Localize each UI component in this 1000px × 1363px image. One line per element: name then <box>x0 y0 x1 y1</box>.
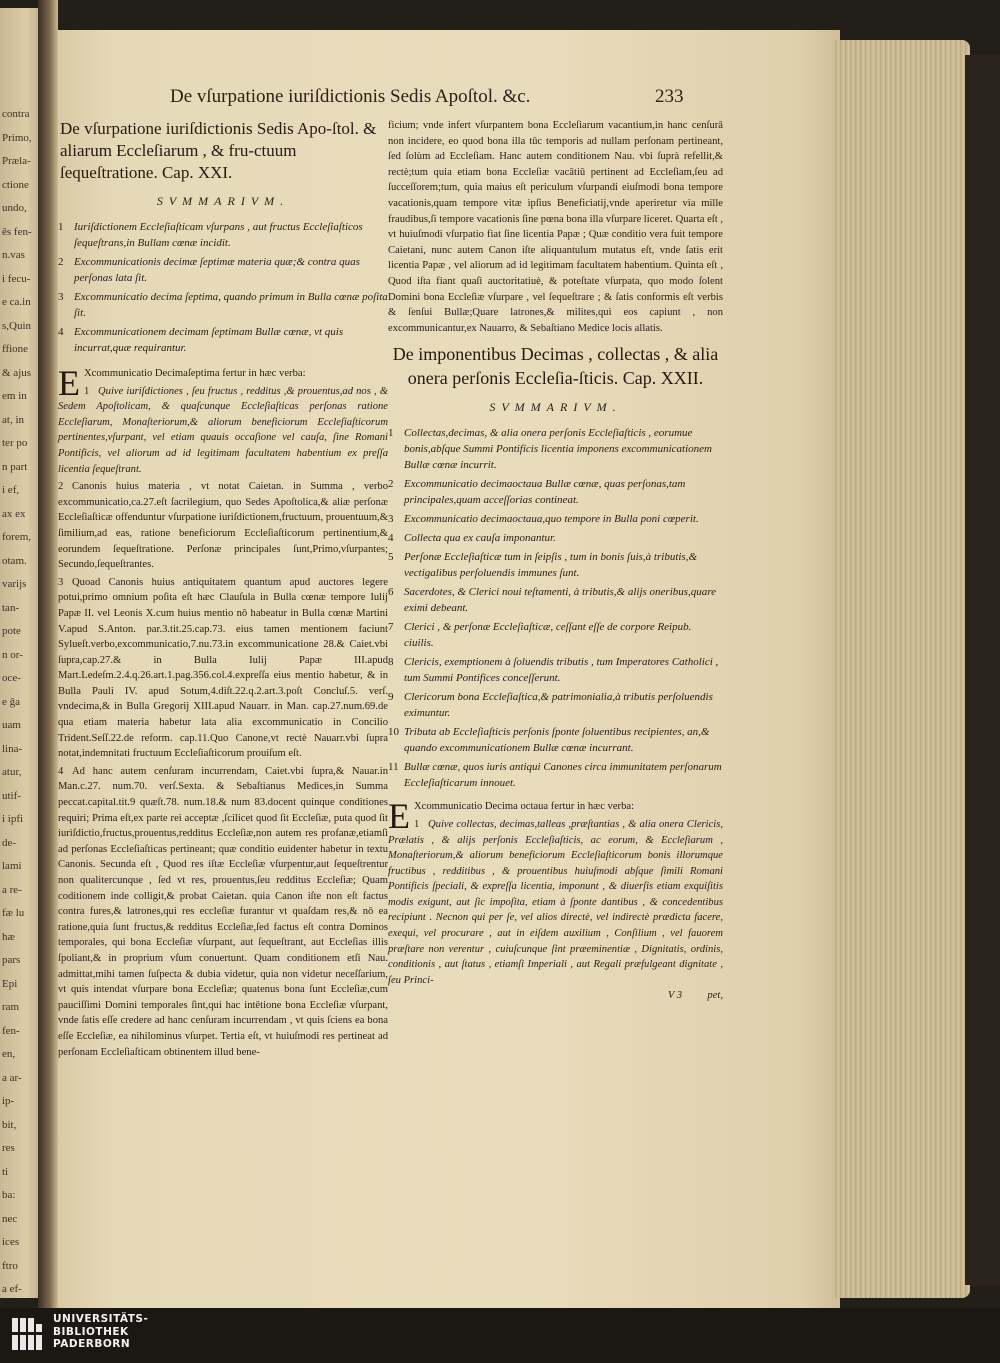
summary-item: 2 Excommunicationis decimæ ſeptimæ materia quæ;& contra quas perſonas lata ſit. <box>58 256 360 284</box>
drop-cap: E <box>58 363 80 403</box>
summary-item: 10 Tributa ab Eccleſiaſticis perſonis ſponte ſoluentibus recipientes, an,& quando excommunicationem Bullæ cœnæ incurrant. <box>388 726 710 755</box>
summary-item: 3 Excommunicatio decima ſeptima, quando primum in Bulla cœnæ poſita ſit. <box>58 291 388 319</box>
left-page-text-fragment: ax ex <box>2 507 26 520</box>
left-page-text-fragment: ctione <box>2 178 29 191</box>
left-page-text-fragment: contra <box>2 108 30 120</box>
running-head: De vſurpatione iuriſdictionis Sedis Apoſtol. &c. <box>170 86 531 107</box>
summary-item: 1 Iuriſdictionem Eccleſiaſticam vſurpans , aut fructus Eccleſiaſticos ſequeſtrans,in Bullam cœnæ incidit. <box>58 221 363 249</box>
signature-mark: V 3 <box>667 990 683 1002</box>
left-page-text-fragment: nec <box>2 1212 18 1225</box>
right-column <box>388 118 723 1001</box>
chapter-title: De vſurpatione iuriſdictionis Sedis Apo-ſtol. & aliarum Eccleſiarum , & fru-ctuum ſequeſtratione. Cap. XXI. <box>60 119 377 182</box>
summary-list <box>58 219 388 356</box>
left-page-text-fragment: ba: <box>2 1189 16 1201</box>
left-page-text-fragment: forem, <box>2 531 32 543</box>
summary-item: 1 Collectas,decimas, & alia onera perſonis Eccleſiaſticis , eorumue bonis,abſque Summi Pontificis licentia imponens excommunicationem Bullæ cœnæ incurrit. <box>388 427 712 472</box>
library-name: UNIVERSITÄTS- BIBLIOTHEK PADERBORN <box>53 1313 149 1350</box>
left-page-text-fragment: i fecu- <box>2 272 31 285</box>
catchword: pet, <box>707 990 723 1002</box>
left-page-text-fragment: ter po <box>2 437 28 449</box>
left-page-text-fragment: oce- <box>2 672 21 684</box>
left-page-text-fragment: at, in <box>2 413 24 426</box>
left-page-text-fragment: Epi <box>2 977 18 990</box>
left-page-text-fragment: & ajus <box>2 366 32 379</box>
book-gutter <box>38 0 58 1310</box>
left-page-text-fragment: n part <box>2 460 28 473</box>
summary-item: 4 Collecta qua ex cauſa imponantur. <box>388 532 556 545</box>
left-page-text-fragment: en, <box>2 1048 16 1060</box>
left-page-text-fragment: de- <box>2 836 17 849</box>
left-page-text-fragment: ices <box>2 1236 20 1248</box>
summary-item: 9 Clericorum bona Eccleſiaſtica,& patrimonialia,à tributis perſoluendis eximuntur. <box>388 691 713 720</box>
book-cover-edge <box>965 55 1000 1285</box>
page-number: 233 <box>655 86 684 107</box>
summary-item: 4 Excommunicationem decimam ſeptimam Bullæ cœnæ, vt quis incurrat,quæ requirantur. <box>58 326 344 354</box>
left-page-text-fragment: otam. <box>2 554 27 567</box>
left-page-text-fragment: res <box>2 1142 15 1154</box>
left-page-text-fragment: bit, <box>2 1118 17 1131</box>
left-page-text-fragment: ram <box>2 1001 20 1013</box>
body-paragraph: 3 Quoad Canonis huius antiquitatem quantum apud auctores legere potui,primo omnium poſita eſt hæc Clauſula in Bulla cœnæ tempore Iulij Papæ II. vel Leonis X.cum huius mentio nō habeatur in Bulla cœnæ Martini V.apud S.Anton. par.3.tit.25.cap.73. eius tamen mentionem faciunt Sylueſt.verbo,excommunicatio,7.nu.73.in excommunicatione 28.& Caiet.vbi ſupra,cap.27.& in Bulla Iulij Papæ III.apud Mart.Ledeſm.2.4.q.26.art.1.pag.356.col.4.expreſſa eius mentio habetur, & in Bulla Pauli IV. apud Sotum,4.diſt.22.q.2.art.3.poſt Concluſ.5. verſ. vndecima,& in Bulla Gregorij XIII.apud Nauarr. in Man. cap.27.num.69.de qua etiam materia habetur lata alia excommunicatio in Concilio Trident.Seſſ.22.de reform. cap.11.Quo Canone,vt rectè Nauarr.vbi ſupra notat,indemnitati fructuum Eccleſiaſticorum prouiſum eſt. <box>58 576 388 760</box>
left-page-text-fragment: e ca.in <box>2 296 31 308</box>
left-page-text-fragment: undo, <box>2 202 27 214</box>
summary-item: 5 Perſonæ Eccleſiaſticæ tum in ſeipſis , tum in bonis ſuis,à tributis,& vectigalibus perſoluendis immunes ſunt. <box>388 551 698 580</box>
footer-bar <box>0 1308 1000 1363</box>
left-page-text-fragment: fæ lu <box>2 907 25 919</box>
signature-catchword <box>388 990 723 1001</box>
summary-item: 6 Sacerdotes, & Clerici noui teſtamenti, à tributis,& alijs oneribus,quare eximi debeant. <box>388 586 717 615</box>
left-page-text-fragment: e ĝa <box>2 695 21 708</box>
summary-item: 7 Clerici , & perſonæ Eccleſiaſticæ, ceſſant eſſe de corpore Reipub. ciuilis. <box>388 621 692 650</box>
left-page-text-fragment: lina- <box>2 742 23 755</box>
left-page-text-fragment: ffione <box>2 343 29 355</box>
left-page-text-fragment: i ef, <box>2 484 20 496</box>
left-column <box>58 118 388 1062</box>
intro-paragraph: E Xcommunicatio Decima octaua fertur in hæc verba: <box>388 796 635 837</box>
library-logo-icon <box>10 1314 46 1354</box>
left-page-text-fragment: ftro <box>2 1259 18 1272</box>
left-page-text-fragment: s,Quin <box>2 319 32 332</box>
left-page-text-fragment: a re- <box>2 883 22 896</box>
left-page-text-fragment: ês fen- <box>2 225 32 238</box>
body-paragraph: 4 Ad hanc autem cenſuram incurrendam, Caiet.vbi ſupra,& Nauar.in Man.c.27. num.70. verſ.Sexta. & Sebaſtianus Medices,in Summa peccat.capital.tit.9 quæſt.78. num.18.& num 83.docent quinque conditiones requiri; Prima eſt,ex parte rei acceptæ ,ſcilicet quod ſit Eccleſiæ, puta quod ſit iuriſdictio,fructus,prouentus,redditus Eccleſiæ,non autem res profanæ,etiamſi ad perſonas Eccleſiaſticas pertineant; quæ conditio euidenter habetur in textu Canonis. Secunda eſt , Quod res iſtæ Eccleſiæ vſurpentur,aut ſequeſtrentur non qualitercunque , ſed vt res, prouentus,ſeu redditus Eccleſiæ; Quam coditionem inde colligit,& probat Caietan. quia Canon iſte non eſt factus contra fures,& latrones,qui res eccleſiæ furantur vt quaſdam res,& nō ea ratione,quia ſunt fructus,& redditus Eccleſiæ,ſed factus eſt contra Dominos temporales, qui bona Eccleſiæ vſurpant, aut ſequeſtrant, aut Eccleſias illis ſpoliant,& in proprium vſum conuertunt. Quam conditionem etſi Nau. admittat,mihi tamen ſuſpecta & dubia videtur, quia non videtur neceſſarium, vt quis intendat vſurpare bona Eccleſiæ; quatenus bona ſunt Eccleſiæ,cum pauciſſimi Domini temporales ſint,qui hac intētione bona Eccleſiæ vſurpant, vnde ſatis eſſe credere ad hanc cenſuram incurrendam , vt quis ſciens ea bona eſſe Eccleſiæ, ea nihilominus vſurpet. Tertia eſt, vt huiuſmodi res pertineat ad perſonam Eccleſiaſticam obtinentem illud bene- <box>58 765 388 1058</box>
left-page-text-fragment: tan- <box>2 601 20 614</box>
left-page-text-fragment: uam <box>2 719 21 731</box>
body-paragraph: 2 Canonis huius materia , vt notat Caietan. in Summa , verbo excommunicatio,ca.27.eſt ſacrilegium, quo Sedes Apoſtolica,& aliæ perſonæ Eccleſiaſticæ offenduntur vſurpatione iuriſdictionem,fructuum, prouentuum,& ſimilium,ad eas, ratione beneficiorum Eccleſiaſticorum pertinentium,& eorundem ſequeſtratione. Perſonæ principales ſunt,Primo,vſurpantes; Secundo,ſequeſtrantes. <box>58 481 388 571</box>
summary-item: 2 Excommunicatio decimaoctaua Bullæ cœnæ, quas perſonas,tam principales,quam acceſſorias contineat. <box>388 478 686 507</box>
page-edges <box>832 40 970 1298</box>
summarium-label: SVMMARIVM. <box>489 400 622 415</box>
left-page-text-fragment: ip- <box>2 1095 15 1107</box>
continued-paragraph: ficium; vnde infert vſurpantem bona Eccleſiarum vacantium,in hanc cenſurā non incidere, eo quod bona illa tūc temporis ad nullam perſonam pertineant, ſed ſolùm ad Eccleſiam. Hanc autem conditionem Nau. vbi ſuprà refellit,& rectè;tum quia etiam bona Eccleſiæ vacātiū pertinent ad Eccleſiam,ſeu ad ſucceſſorem;tum, quia maius eſt periculum vſurpandi eiuſmodi bona tempore vacationis,quam tempore vitæ ipſius Beneficiatij,vnde aperiretur via mille fraudibus,ſi tempore vacationis ſine pœna bona illa vſurpare liceret. Quarta eſt , vt huiuſmodi vſurpatio fiat ſine licentia Papæ ; Quæ conditio vera fuit tempore Caietani, nunc autem Canon iſte aliquantulum mutatus eſt, vnde ſatis erit licentia Papæ , vel aliorum ad id legitimam facultatem habentium. Quinta eſt , Quod iſta fiant quaſi auctoritatiuè, & poteſtate vſurpata, quo modo ſolent Domini bona Eccleſiæ vſurpare , vel ſequeſtrare ; & ſatis conformis eſt verbis & ſenſui Bullæ;Quare latrones,& milites,qui eos capiunt , non excommunicantur,ex Nauarro, & Sebaſtiano Medice locis allatis. <box>388 120 723 334</box>
left-page-text-fragment: fen- <box>2 1024 20 1037</box>
left-page-text-fragment: n or- <box>2 648 23 661</box>
left-page-text-fragment: Præla- <box>2 155 31 167</box>
left-page-text-fragment: em in <box>2 390 27 402</box>
left-page-text-fragment: lami <box>2 860 22 872</box>
quoted-canon: 1 Quive iuriſdictiones , ſeu fructus , redditus ,& prouentus,ad nos , & Sedem Apoſtolicam, & quaſcunque Eccleſiaſticas perſonas ratione Eccleſiarum, Monaſteriorum,& aliorum beneficiorum Eccleſiaſticorum pertinentes,vſurpant, vel etiam quauis occaſione vel cauſa, ſine Romani Pontificis, vel aliorum ad id legitimam facultatem habentium ex preſſa licentia ſequeſtrant. <box>58 385 388 475</box>
left-page-text-fragment: pote <box>2 625 21 637</box>
left-page-text-fragment: a ar- <box>2 1071 22 1084</box>
summary-list <box>388 425 723 791</box>
drop-cap: E <box>388 796 410 837</box>
left-page-text-fragment: i ipfi <box>2 813 24 825</box>
intro-paragraph: E Xcommunicatio Decimaſeptima fertur in hæc verba: <box>58 363 306 403</box>
left-page-text-fragment: Primo, <box>2 131 32 144</box>
left-page-text-fragment: n.vas <box>2 249 25 261</box>
chapter-title: De imponentibus Decimas , collectas , & alia onera perſonis Eccleſia-ſticis. Cap. XXII. <box>392 344 719 389</box>
left-page-text-fragment: atur, <box>2 766 22 778</box>
quoted-canon: 1 Quive collectas, decimas,talleas ,præſtantias , & alia onera Clericis, Prælatis , & alijs perſonis Eccleſiaſticis, ac eorum, & Eccleſiarum , Monaſteriorum,& aliorum beneficiorum Eccleſiaſticorum bonis illorumque fructibus , redditibus , & prouentibus huiuſmodi abſque ſimili Romani Pontificis ſpeciali, & expreſſa licentia, imponunt , & diuerſis etiam exquiſitis modis exigunt, aut ſic impoſita, etiam à ſponte dantibus , & concedentibus recipiunt . Necnon qui per ſe, vel alios directè, vel indirectè prædicta facere, exequi, vel procurare , aut in eiſdem auxilium , Conſilium , vel fauorem præſtare non verentur , cuiuſcunque ſint præeminentiæ , Dignitatis, ordinis, conditionis , aut ſtatus , etiamſi Imperiali , aut Regali præfulgeant dignitate , ſeu Princi- <box>388 818 723 986</box>
left-page-text-fragment: pars <box>2 954 21 966</box>
left-page-text-fragment: ti <box>2 1165 9 1178</box>
summarium-label: SVMMARIVM. <box>156 194 290 208</box>
left-page-text-fragment: utif- <box>2 789 21 802</box>
summary-item: 8 Clericis, exemptionem à ſoluendis tributis , tum Imperatores Catholici , tum Summi Pontifices conceſſerunt. <box>388 656 719 685</box>
summary-item: 11 Bullæ cœnæ, quos iuris antiqui Canones circa immunitatem perſonarum Eccleſiaſticarum innouet. <box>388 761 722 790</box>
left-page-text-fragment: hæ <box>2 930 15 943</box>
summary-item: 3 Excommunicatio decimaoctaua,quo tempore in Bulla poni cœperit. <box>388 513 699 526</box>
left-page-text-fragment: varijs <box>2 578 27 590</box>
left-page-text-fragment: a ef- <box>2 1283 22 1295</box>
